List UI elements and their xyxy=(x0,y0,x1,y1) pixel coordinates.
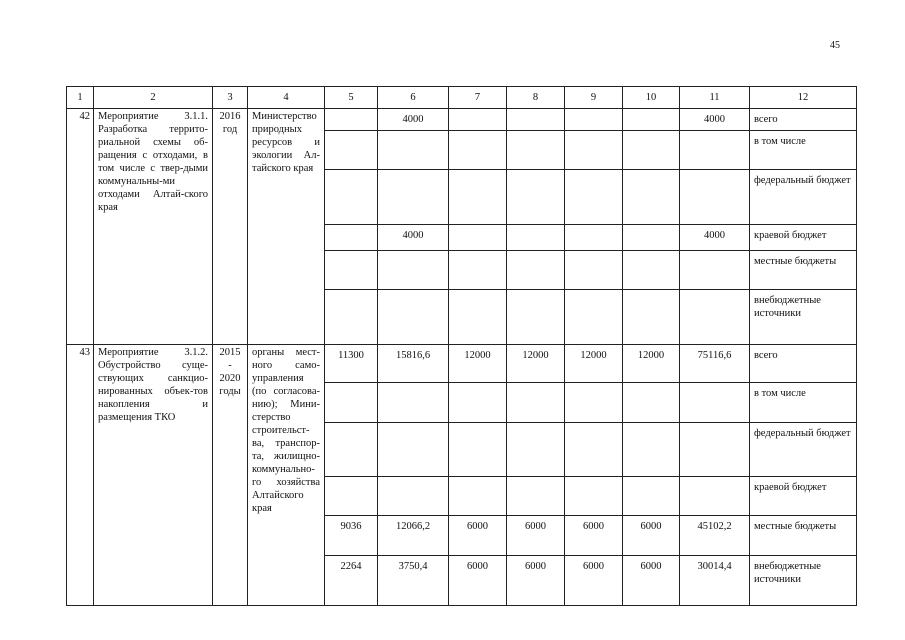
period-end: 2020 годы xyxy=(219,373,241,397)
value-cell xyxy=(449,131,507,170)
value-cell xyxy=(623,383,680,423)
row-index: 42 xyxy=(67,109,94,345)
period-cell xyxy=(213,109,248,345)
value-cell: 11300 xyxy=(325,345,378,383)
value-cell xyxy=(565,251,623,290)
value-cell xyxy=(325,290,378,345)
value-cell xyxy=(507,131,565,170)
value-cell xyxy=(565,170,623,225)
funding-source: федеральный бюджет xyxy=(750,423,857,477)
value-cell xyxy=(507,251,565,290)
value-cell xyxy=(680,251,750,290)
value-cell: 12000 xyxy=(507,345,565,383)
period-start: 2016 xyxy=(219,111,241,122)
value-cell xyxy=(565,477,623,516)
value-cell xyxy=(623,290,680,345)
value-cell xyxy=(325,383,378,423)
value-cell: 15816,6 xyxy=(378,345,449,383)
value-cell xyxy=(565,383,623,423)
value-cell xyxy=(378,131,449,170)
value-cell xyxy=(378,251,449,290)
value-cell: 45102,2 xyxy=(680,516,750,556)
funding-source: местные бюджеты xyxy=(750,516,857,556)
value-cell xyxy=(680,131,750,170)
program-table xyxy=(66,86,857,606)
value-cell xyxy=(325,131,378,170)
value-cell xyxy=(680,170,750,225)
header-cell: 9 xyxy=(565,87,623,109)
page-number: 45 xyxy=(830,40,840,51)
value-cell xyxy=(325,109,378,131)
value-cell xyxy=(565,290,623,345)
value-cell xyxy=(565,225,623,251)
period-start: 2015 xyxy=(219,347,241,358)
value-cell: 2264 xyxy=(325,556,378,606)
header-cell: 2 xyxy=(94,87,213,109)
value-cell: 12000 xyxy=(449,345,507,383)
value-cell xyxy=(507,109,565,131)
value-cell: 4000 xyxy=(680,109,750,131)
funding-source: краевой бюджет xyxy=(750,225,857,251)
funding-source: федеральный бюджет xyxy=(750,170,857,225)
header-cell: 11 xyxy=(680,87,750,109)
value-cell xyxy=(680,383,750,423)
value-cell: 6000 xyxy=(565,556,623,606)
header-cell: 8 xyxy=(507,87,565,109)
value-cell xyxy=(449,170,507,225)
value-cell xyxy=(325,251,378,290)
funding-source: краевой бюджет xyxy=(750,477,857,516)
value-cell xyxy=(680,423,750,477)
header-row xyxy=(67,87,857,109)
value-cell xyxy=(378,477,449,516)
value-cell xyxy=(623,131,680,170)
value-cell: 6000 xyxy=(449,516,507,556)
header-cell: 12 xyxy=(750,87,857,109)
period-dash: - xyxy=(228,360,232,371)
header-cell: 7 xyxy=(449,87,507,109)
value-cell xyxy=(378,170,449,225)
funding-source: всего xyxy=(750,109,857,131)
measure-name: Мероприятие 3.1.1. Разработка террито-риальной схемы об-ращения с отходами, в том числе с твер-дыми коммунальны-ми отходами Алтай-ского края xyxy=(94,109,213,345)
value-cell xyxy=(325,170,378,225)
funding-source: всего xyxy=(750,345,857,383)
value-cell: 6000 xyxy=(449,556,507,606)
period-cell xyxy=(213,345,248,606)
value-cell xyxy=(449,251,507,290)
value-cell xyxy=(449,423,507,477)
value-cell: 6000 xyxy=(623,556,680,606)
value-cell xyxy=(680,290,750,345)
funding-source: внебюджетные источники xyxy=(750,290,857,345)
funding-source: в том числе xyxy=(750,131,857,170)
period-end: год xyxy=(222,124,238,135)
value-cell xyxy=(623,225,680,251)
row-index: 43 xyxy=(67,345,94,606)
header-cell: 4 xyxy=(248,87,325,109)
value-cell xyxy=(507,225,565,251)
value-cell xyxy=(378,290,449,345)
value-cell xyxy=(565,131,623,170)
value-cell xyxy=(378,383,449,423)
executor: органы мест-ного само-управления (по согласова-нию); Мини-стерство строительст-ва, транспор-та, жилищно-коммунально-го хозяйства Алтайского края xyxy=(248,345,325,606)
value-cell xyxy=(449,225,507,251)
value-cell xyxy=(449,383,507,423)
value-cell xyxy=(449,109,507,131)
header-cell: 1 xyxy=(67,87,94,109)
value-cell: 12066,2 xyxy=(378,516,449,556)
table-row xyxy=(67,345,857,383)
value-cell: 6000 xyxy=(565,516,623,556)
header-cell: 5 xyxy=(325,87,378,109)
funding-source: внебюджетные источники xyxy=(750,556,857,606)
value-cell: 6000 xyxy=(623,516,680,556)
value-cell: 30014,4 xyxy=(680,556,750,606)
header-cell: 6 xyxy=(378,87,449,109)
value-cell xyxy=(325,477,378,516)
value-cell xyxy=(565,423,623,477)
value-cell: 12000 xyxy=(623,345,680,383)
value-cell: 4000 xyxy=(680,225,750,251)
value-cell xyxy=(623,477,680,516)
value-cell: 6000 xyxy=(507,516,565,556)
value-cell xyxy=(325,423,378,477)
header-cell: 3 xyxy=(213,87,248,109)
value-cell xyxy=(680,477,750,516)
value-cell xyxy=(623,251,680,290)
value-cell: 3750,4 xyxy=(378,556,449,606)
table-row xyxy=(67,109,857,131)
value-cell xyxy=(507,477,565,516)
value-cell xyxy=(507,290,565,345)
value-cell xyxy=(623,423,680,477)
executor: Министерство природных ресурсов и экологии Ал-тайского края xyxy=(248,109,325,345)
value-cell: 4000 xyxy=(378,225,449,251)
value-cell xyxy=(623,109,680,131)
value-cell xyxy=(507,383,565,423)
value-cell xyxy=(507,170,565,225)
value-cell: 75116,6 xyxy=(680,345,750,383)
value-cell xyxy=(378,423,449,477)
value-cell xyxy=(507,423,565,477)
funding-source: в том числе xyxy=(750,383,857,423)
value-cell xyxy=(449,290,507,345)
header-cell: 10 xyxy=(623,87,680,109)
value-cell xyxy=(325,225,378,251)
value-cell: 6000 xyxy=(507,556,565,606)
value-cell xyxy=(449,477,507,516)
value-cell: 12000 xyxy=(565,345,623,383)
funding-source: местные бюджеты xyxy=(750,251,857,290)
value-cell xyxy=(565,109,623,131)
value-cell: 9036 xyxy=(325,516,378,556)
value-cell xyxy=(623,170,680,225)
measure-name: Мероприятие 3.1.2. Обустройство суще-ствующих санкцио-нированных объек-тов накопления и размещения ТКО xyxy=(94,345,213,606)
value-cell: 4000 xyxy=(378,109,449,131)
